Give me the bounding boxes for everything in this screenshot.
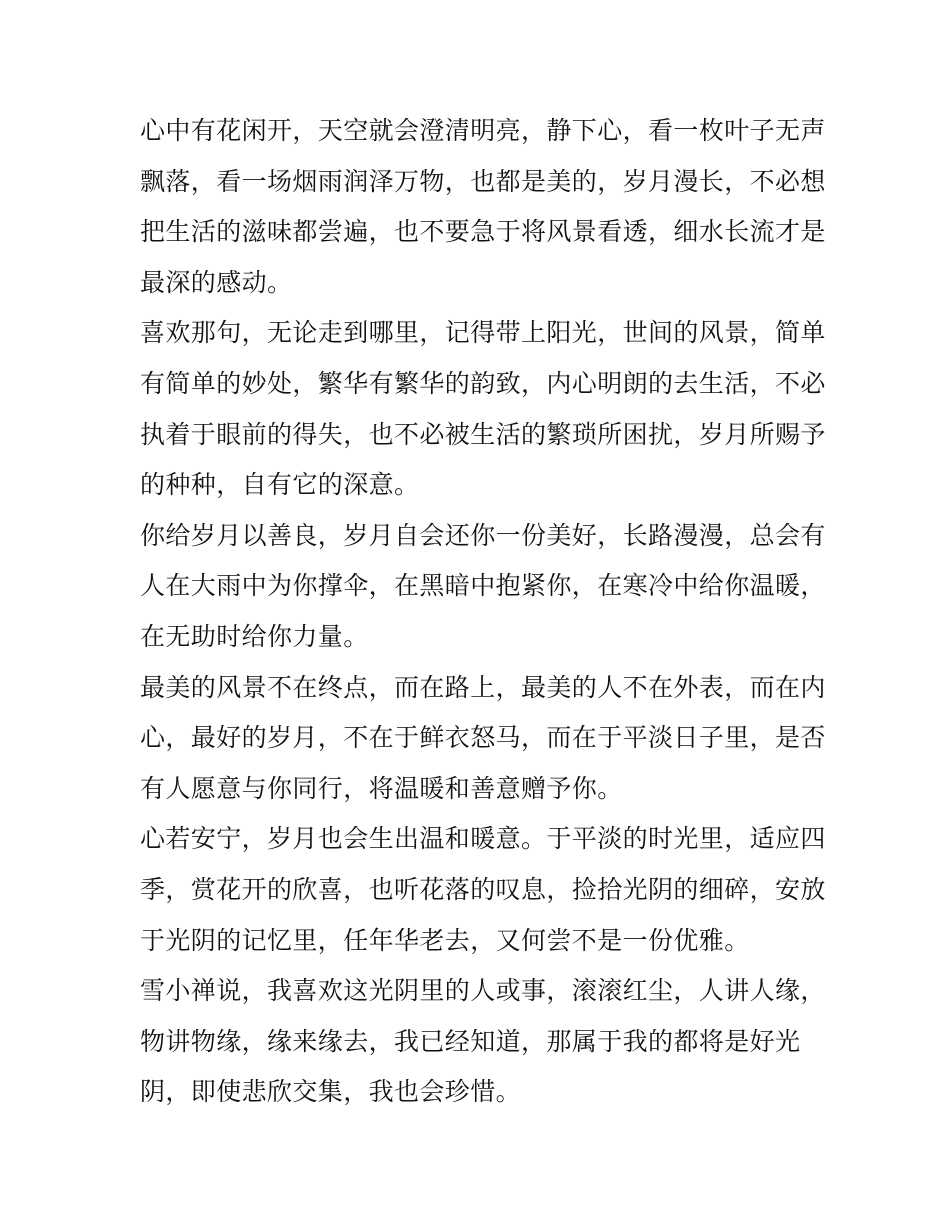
text-line: 有人愿意与你同行，将温暖和善意赠予你。 [140,773,623,803]
text-line: 最深的感动。 [140,267,293,297]
text-line: 有简单的妙处，繁华有繁华的韵致，内心明朗的去生活，不必 [140,368,826,398]
text-line: 在无助时给你力量。 [140,621,369,651]
text-line: 喜欢那句，无论走到哪里，记得带上阳光，世间的风景，简单 [140,318,826,348]
paragraph-4 [140,663,826,815]
paragraph-6 [140,966,826,1118]
text-line: 最美的风景不在终点，而在路上，最美的人不在外表，而在内 [140,672,826,702]
text-line: 的种种，自有它的深意。 [140,470,420,500]
paragraph-1 [140,106,826,308]
text-line: 雪小禅说，我喜欢这光阴里的人或事，滚滚红尘，人讲人缘， [140,976,826,1006]
paragraph-2 [140,308,826,510]
text-line: 把生活的滋味都尝遍，也不要急于将风景看透，细水长流才是 [140,217,826,247]
text-line: 心若安宁，岁月也会生出温和暖意。于平淡的时光里，适应四 [140,824,826,854]
text-line: 季，赏花开的欣喜，也听花落的叹息，捡拾光阴的细碎，安放 [140,874,826,904]
text-line: 心中有花闲开，天空就会澄清明亮，静下心，看一枚叶子无声 [140,116,826,145]
text-line: 执着于眼前的得失，也不必被生活的繁琐所困扰，岁月所赐予 [140,419,826,449]
paragraph-3 [140,511,826,663]
text-line: 人在大雨中为你撑伞，在黑暗中抱紧你，在寒冷中给你温暖， [140,571,826,601]
text-line: 阴，即使悲欣交集，我也会珍惜。 [140,1077,522,1107]
document-body [140,106,826,1118]
text-line: 于光阴的记忆里，任年华老去，又何尝不是一份优雅。 [140,925,750,955]
paragraph-5 [140,814,826,966]
text-line: 你给岁月以善良，岁月自会还你一份美好，长路漫漫，总会有 [140,520,826,550]
text-line: 飘落，看一场烟雨润泽万物，也都是美的，岁月漫长，不必想 [140,166,826,196]
text-line: 心，最好的岁月，不在于鲜衣怒马，而在于平淡日子里，是否 [140,723,826,753]
text-line: 物讲物缘，缘来缘去，我已经知道，那属于我的都将是好光 [140,1026,801,1056]
